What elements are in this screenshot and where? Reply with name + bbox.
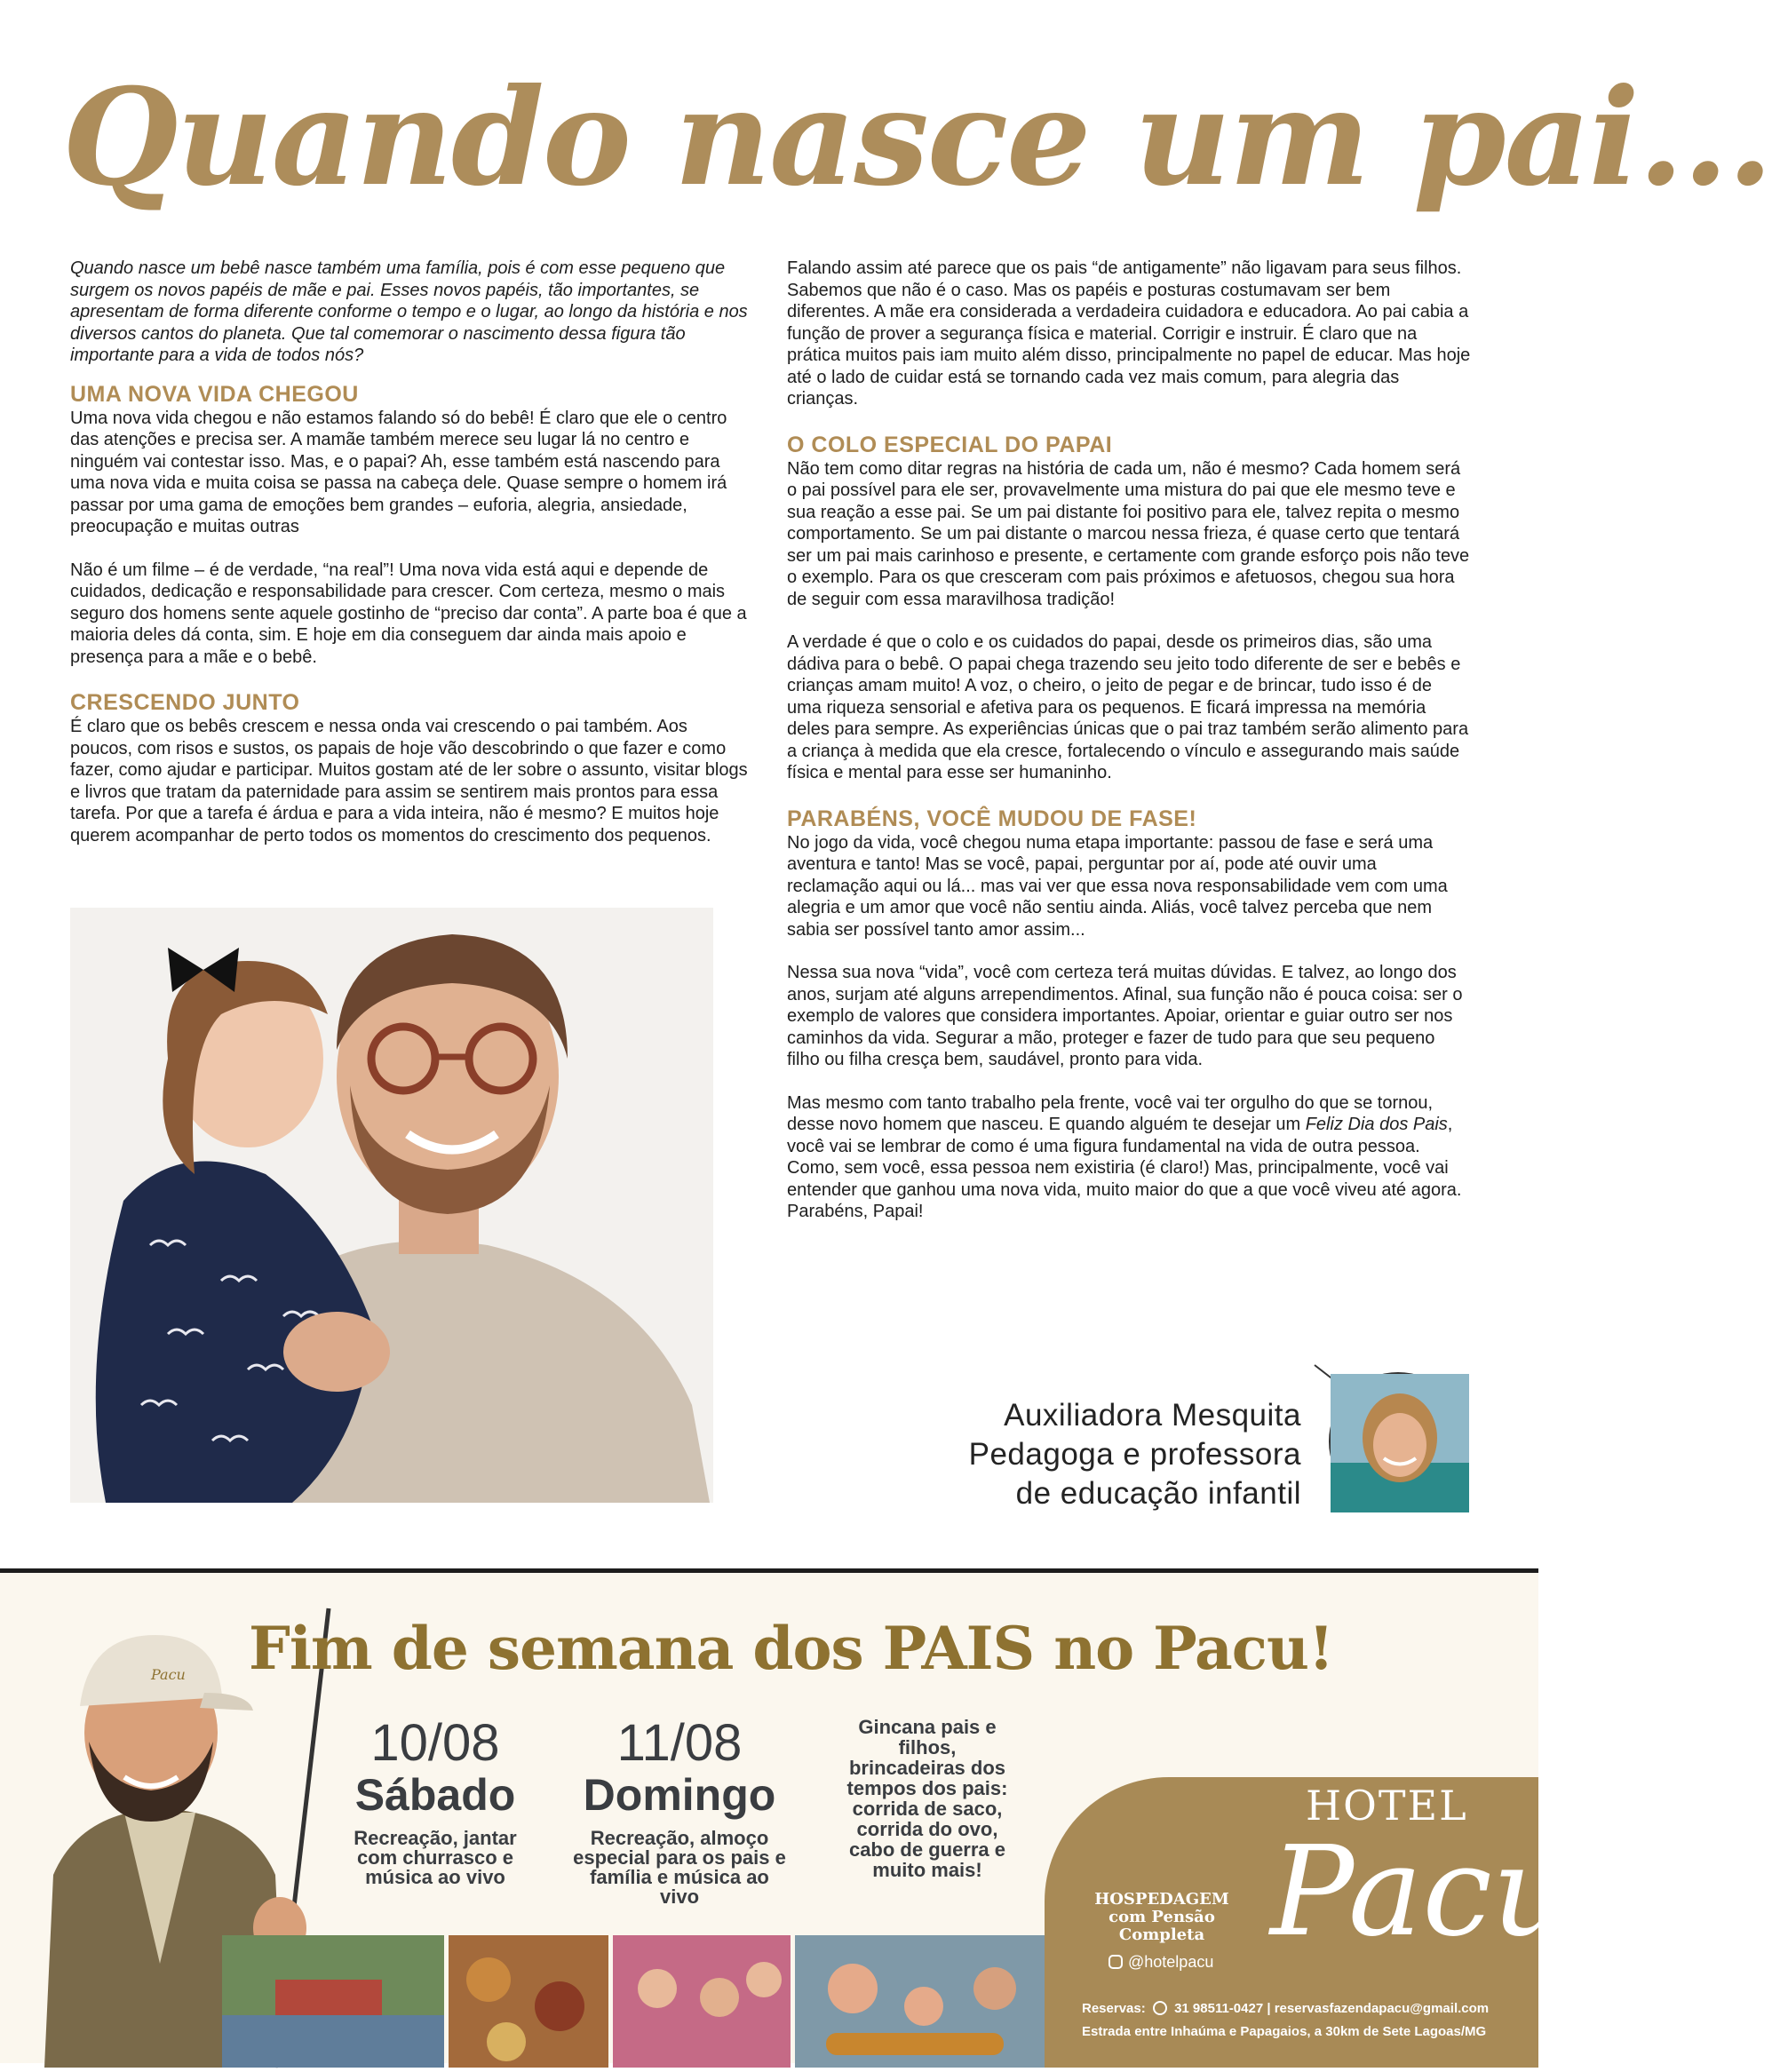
email-address[interactable]: reservasfazendapacu@gmail.com [1274, 2001, 1490, 2016]
right-column [787, 258, 1471, 1244]
whatsapp-icon [1153, 2001, 1167, 2015]
paragraph: Não é um filme – é de verdade, “na real”! Uma nova vida está aqui e depende de cuidados, dedicação e responsabilidade para crescer. Com certeza, mesmo o mais seguro dos homens sente aquele gostinho de “preciso dar conta”. A parte boa é que a maioria deles dá conta, sim. E hoje em dia conseguem dar ainda mais apoio e presença para a mãe e o bebê. [70, 560, 747, 667]
hotel-ad-banner [0, 1568, 1572, 2063]
left-column [70, 258, 751, 868]
cap-text: Pacu [151, 1666, 186, 1683]
event-weekday: Sábado [354, 1770, 516, 1820]
hospedagem-text: HOSPEDAGEM com Pensão Completa [1094, 1890, 1229, 1944]
reservation-contact: Reservas: 31 98511-0427 | reservasfazendapacu@gmail.com Estrada entre Inhaúma e Papagaios, a 30km de Sete Lagoas/MG [1082, 1997, 1489, 2044]
author-role: de educação infantil [1015, 1476, 1301, 1511]
children-photo [613, 1935, 791, 2068]
paragraph: É claro que os bebês crescem e nessa onda vai crescendo o pai também. Aos poucos, com risos e sustos, os papais de hoje vão descobrindo o que fazer e como fazer, como ajudar e participar. Muitos gostam até de ler sobre o assunto, visitar blogs e livros que tratam da paternidade para assim se sentirem mais prontos para essa tarefa. Por que a tarefa é árdua e para a vida inteira, não é mesmo? E muitos hoje querem acompanhar de perto todos os momentos do crescimento dos pequenos. [70, 717, 748, 845]
father-daughter-photo [70, 908, 713, 1503]
event-date: 10/08 [370, 1714, 500, 1772]
section-heading-colo: O COLO ESPECIAL DO PAPAI [787, 432, 1113, 457]
paragraph: A verdade é que o colo e os cuidados do papai, desde os primeiros dias, são uma dádiva para o bebê. O papai chega trazendo seu jeito todo diferente de ser e bebês e crianças amam muito! A voz, o cheiro, o jeito de pegar e de brincar, tudo isso é de uma riqueza sensorial e afetiva para os pequenos. E ficará impressa na memória deles para sempre. As experiências únicas que o pai traz também serão alimento para a criança à medida que ela cresce, fortalecendo o vínculo e assegurando mais saúde física e mental para esse ser humaninho. [787, 632, 1469, 782]
paragraph: Nessa sua nova “vida”, você com certeza terá muitas dúvidas. E talvez, ao longo dos anos, surjam até alguns arrependimentos. Afinal, sua função não é pouca coisa: ser o exemplo de valores que considera importantes. Apoiar, orientar e guiar outro ser nos caminhos da vida. Segurar a mão, proteger e fazer de tudo para que seu pequeno filho ou filha cresça bem, saudável, pronto para vida. [787, 963, 1463, 1069]
hotel-logo-word: HOTEL [1306, 1782, 1468, 1830]
event-weekday: Domingo [583, 1770, 776, 1820]
italic-phrase: Feliz Dia dos Pais [1305, 1115, 1448, 1134]
address: Estrada entre Inhaúma e Papagaios, a 30km de Sete Lagoas/MG [1082, 2024, 1487, 2039]
paragraph: Uma nova vida chegou e não estamos falando só do bebê! É claro que ele o centro das atenções e precisa ser. A mamãe também merece seu lugar lá no centro e ninguém vai contestar isso. Mas, e o papai? Ah, esse também está nascendo para uma nova vida e muita coisa se passa na cabeça dele. Quase sempre o homem irá passar por uma gama de emoções bem grandes – euforia, alegria, ansiedade, preocupação e muitas outras [70, 408, 727, 536]
author-avatar [1329, 1372, 1467, 1511]
ad-title: Fim de semana dos PAIS no Pacu! [249, 1614, 1333, 1683]
author-role: Pedagoga e professora [968, 1437, 1301, 1472]
author-name: Auxiliadora Mesquita [1004, 1398, 1301, 1433]
resort-aerial-photo [222, 1935, 444, 2068]
paragraph: Falando assim até parece que os pais “de antigamente” não ligavam para seus filhos. Sabemos que não é o caso. Mas os papéis e posturas costumavam ser bem diferentes. A mãe era considerada a verdadeira cuidadora e educadora. Ao pai cabia a função de prover a segurança física e material. Corrigir e instruir. É claro que na prática muitos pais iam muito além disso, principalmente no papel de educar. Mas hoje até o lado de cuidar está se tornando cada vez mais comum, para alegria das crianças. [787, 258, 1471, 409]
page-title: Quando nasce um pai... [62, 60, 1772, 216]
intro-paragraph: Quando nasce um bebê nasce também uma família, pois é com esse pequeno que surgem os novos papéis de mãe e pai. Esses novos papéis, tão importantes, se apresentam de forma diferente conforme o tempo e o lugar, ao longo da história e nos diversos cantos do planeta. Que tal comemorar o nascimento dessa figura tão importante para a vida de todos nós? [70, 258, 748, 365]
ad-photo-strip [222, 1935, 1048, 2068]
event-day-sunday [568, 1714, 791, 1908]
gincana-text: Gincana pais e filhos, brincadeiras dos tempos dos pais: corrida de saco, corrida do ovo, cabo de guerra e muito mais! [846, 1716, 1008, 1881]
section-heading-parabens: PARABÉNS, VOCÊ MUDOU DE FASE! [787, 806, 1197, 831]
instagram-handle[interactable]: @hotelpacu [1108, 1953, 1213, 1972]
hotel-logo-name: Pacu [1270, 1820, 1572, 1965]
fishing-family-photo [795, 1935, 1048, 2068]
section-heading-crescendo: CRESCENDO JUNTO [70, 690, 300, 715]
event-description: Recreação, jantar com churrasco e música ao vivo [354, 1827, 517, 1888]
section-heading-nova-vida: UMA NOVA VIDA CHEGOU [70, 381, 359, 407]
reservas-label: Reservas: [1082, 2001, 1146, 2016]
phone-number[interactable]: 31 98511-0427 [1174, 2001, 1264, 2016]
author-signature [799, 1396, 1301, 1513]
instagram-icon [1108, 1955, 1123, 1969]
buffet-photo [449, 1935, 608, 2068]
event-description: Recreação, almoço especial para os pais e família e música ao vivo [573, 1827, 786, 1908]
paragraph: No jogo da vida, você chegou numa etapa importante: passou de fase e será uma aventura e tanto! Mas se você, papai, perguntar por aí, pode até ouvir uma reclamação aqui ou lá... mas vai ver que essa nova responsabilidade vem com uma alegria e um amor que você não sentiu ainda. Aliás, você talvez perceba que nem sabia ser possível tanto amor assim... [787, 832, 1448, 940]
paragraph: Não tem como ditar regras na história de cada um, não é mesmo? Cada homem será o pai possível para ele ser, provavelmente uma mistura do pai que ele mesmo teve e sua reação a esse pai. Se um pai distante foi positivo para ele, talvez repita o mesmo comportamento. Se um pai distante o marcou nessa frieza, é quase certo que tentará ser um pai mais carinhoso e presente, e certamente com grande esforço pois não teve o exemplo. Para os que cresceram com pais próximos e afetuosos, chegou sua hora de seguir com essa maravilhosa tradição! [787, 458, 1470, 609]
paragraph: Mas mesmo com tanto trabalho pela frente, você vai ter orgulho do que se tornou, desse novo homem que nasceu. E quando alguém te desejar um Feliz Dia dos Pais, você vai se lembrar de como é uma figura fundamental na vida de outra pessoa. Como, sem você, essa pessoa nem existiria (é claro!) Mas, principalmente, você vai entender que ganhou uma nova vida, muito maior do que a que você viveu até agora. Parabéns, Papai! [787, 1092, 1462, 1221]
event-day-saturday [338, 1714, 533, 1888]
event-date: 11/08 [616, 1714, 743, 1772]
